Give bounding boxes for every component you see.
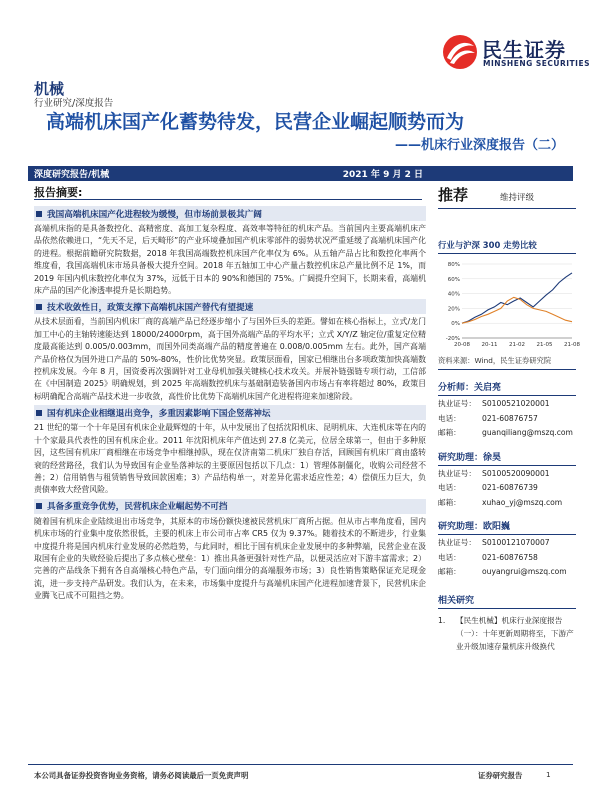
logo-text-en: MINSHENG SECURITIES xyxy=(483,59,590,68)
analyst-email: 邮箱： ouyangrui@mszq.com xyxy=(438,567,567,576)
related-research-item[interactable] xyxy=(438,614,576,653)
section-heading xyxy=(34,499,426,514)
chart-x-tick-label: 21-02 xyxy=(509,342,525,348)
logo-text-cn: 民生证券 xyxy=(482,38,566,62)
chart-x-tick-label: 21-08 xyxy=(564,342,580,348)
chart-source: 资料来源：Wind，民生证券研究院 xyxy=(438,356,576,370)
chart-x-tick-label: 20-08 xyxy=(454,342,470,348)
summary-section xyxy=(34,206,426,297)
section-heading-text: 国有机床企业相继退出竞争，多重因素影响下国企竖落神坛 xyxy=(47,408,271,419)
analyst-email: 邮箱： xuhao_yj@mszq.com xyxy=(438,497,563,507)
summary-section xyxy=(34,499,426,603)
analyst-email: 邮箱： guanqiliang@mszq.com xyxy=(438,428,573,437)
logo-mark-icon xyxy=(442,34,478,70)
summary-body xyxy=(34,206,426,605)
page-number: 1 xyxy=(546,770,551,779)
rating-label: 推荐 xyxy=(438,186,469,204)
analyst-heading: 研究助理：欧阳巍 xyxy=(438,519,576,535)
section-heading xyxy=(34,206,426,221)
footer-label: 证券研究报告 xyxy=(478,771,523,780)
analyst-cert: 执业证号： S0100520090001 xyxy=(438,468,550,478)
analyst-cert: 执业证号： S0100121070007 xyxy=(438,538,550,547)
section-paragraph: 21 世纪的第一个十年是国有机床企业最辉煌的十年，从中发展出了包括沈阳机床、昆明机床、大连机床等在内的十个家最具代表性的国有机床企业。2011 年沈阳机床年产值达到 27.8 亿美元，位居全球第一，但由于多种原因，这些国有机床厂商相继在市场竞争中相继掉队，现在仅济南第二机床厂独自存活，回顾国有机床厂商由盛转衰的经营路径，我们认为导致国有企业坠落神坛的主要原因包括以下几点：1）管理体制僵化，收购公司经营不善；2）信用销售与租赁销售导致回款困难；3）产品结构单一，对差异化需求适应性差；4）偿债压力巨大，负责债率致大经营风险。 xyxy=(34,423,426,495)
section-paragraph: 从技术层面看，当前国内机床厂商的高端产品已经逐步缩小了与国外巨头的差距。譬如在核心指标上，立式/龙门加工中心的主轴转速能达到 18000/24000rpm，高于国外高端产品的平均水平；立式 X/Y/Z 轴定位/重复定位精度最高能达到 0.005/0.003mm，而国外同类高端产品的精度普遍在 0.008/0.005mm 左右。此外，国产高端产品价格仅为国外进口产品的 50%-80%，性价比优势突显。政策层面看，国家已相继出台多项政策加快高端数控机床发展。今年 8 月，国资委再次强调针对工业母机加强关键核心技术攻关。并展补链强链专项行动，工信部在《中国制造 2025》明确规划，到 2025 年高端数控机床与基础制造装备国内市场占有率将超过 80%，政策目标明确配合高端产品技术进一步收敛，高性价比优势下高端机床国产化进程将迎来加速阶段。 xyxy=(34,317,426,401)
summary-heading: 报告摘要: xyxy=(34,186,83,199)
footer-disclaimer: 本公司具备证券投资咨询业务资格，请务必阅读最后一页免责声明 xyxy=(34,771,249,780)
top-bar xyxy=(28,166,573,181)
section-paragraph: 随着国有机床企业陆续退出市场竞争，其原本的市场份额快速被民营机床厂商所占据。但从市占率角度看，国内机床市场的行业集中度依然很低，主要的机床上市公司市占率 CR5 仅为 9.37%。随着技术的不断进步，行业集中度提升将是国内机床行业发展的必然趋势，与此同时，相比于国有机床企业发展中的多种弊端，民营企业在汲取国有企业的失败经验后提出了多点核心壁垒：1）推出具备更强针对性产品，以便灵活应对下游丰富需求；2）完善的产品线条下拥有各自高端核心特色产品，专门面向细分的高端服务市场；3）良性销售策略保证充足现金流，进一步支持产品研发。我们认为，在未来，市场集中度提升与高端机床国产化进程加速背景下，民营机床企业腾飞已成不可阻挡之势。 xyxy=(34,516,426,601)
report-subtitle: ——机床行业深度报告（二） xyxy=(394,138,564,153)
bullet-square-icon xyxy=(36,304,42,310)
analyst-cert: 执业证号： S0100521020001 xyxy=(438,399,550,408)
report-date: 2021 年 9 月 2 日 xyxy=(342,170,423,180)
chart-y-tick-label: -20% xyxy=(445,336,460,342)
chart-title: 行业与沪深 300 走势比较 xyxy=(438,239,576,254)
analyst-phone: 电话： 021-60876757 xyxy=(438,413,538,423)
related-item-number: 1. xyxy=(438,615,446,625)
rating-status: 维持评级 xyxy=(500,193,535,203)
analyst-heading: 研究助理：徐昊 xyxy=(438,450,576,466)
report-title: 高端机床国产化蓄势待发，民营企业崛起顺势而为 xyxy=(46,111,465,133)
footer-divider xyxy=(28,764,573,765)
section-heading-text: 具备多重竞争优势，民营机床企业崛起势不可挡 xyxy=(47,502,228,513)
sidebar xyxy=(438,184,580,653)
bullet-square-icon xyxy=(36,503,42,509)
related-research-heading: 相关研究 xyxy=(438,593,576,609)
chart-x-tick-label: 20-11 xyxy=(481,342,498,348)
bullet-square-icon xyxy=(36,410,42,416)
summary-divider xyxy=(34,199,422,200)
topbar-label: 深度研究报告/机械 xyxy=(34,170,110,180)
analyst-phone: 电话： 021-60876758 xyxy=(438,552,538,562)
section-heading xyxy=(34,405,426,420)
section-heading xyxy=(34,299,426,314)
analyst-phone: 电话： 021-60876739 xyxy=(438,483,538,492)
summary-section xyxy=(34,299,426,403)
rating-block xyxy=(438,184,576,209)
trend-chart xyxy=(438,258,580,354)
report-category: 行业研究/深度报告 xyxy=(34,98,114,109)
section-heading-text: 技术收敛性日，政策支撑下高端机床国产替代有望提速 xyxy=(47,302,254,313)
chart-x-tick-label: 21-05 xyxy=(536,342,553,348)
company-logo xyxy=(442,32,592,72)
summary-section xyxy=(34,405,426,496)
chart-y-tick-label: 60% xyxy=(447,276,460,283)
chart-series-line xyxy=(462,297,572,323)
related-item-text[interactable]: 【民生机械】机床行业深度报告（一）：十年更新周期将至，下游产业升级加速存量机床升级换代 xyxy=(456,615,574,651)
chart-y-tick-label: 40% xyxy=(447,291,460,298)
section-heading-text: 我国高端机床国产化进程较为缓慢，但市场前景极其广阔 xyxy=(47,209,262,220)
section-paragraph: 高端机床指的是具备数控化、高精密度、高加工复杂程度、高效率等特征的机床产品。当前国内主要高端机床产品依然依赖进口，“先天不足，后天畸形”的产业环境叠加国产机床零部件的弱势状况严重延缓了高端机床国产化的进程。根据前瞻研究院数据，2018 年我国高端数控机床国产化率仅为 6%。从五轴产品占比和数控化率两个维度看，我国高端机床市场具备极大提升空间。2018 年五轴加工中心产量占数控机床总产量比例不足 1%，而 2019 年国内机床数控化率仅为 37%，远低于日本的 90%和德国的 75%。广阔提升空间下，长期来看，高端机床产品的国产化渗透率提升是长期趋势。 xyxy=(34,224,426,296)
chart-y-tick-label: 20% xyxy=(447,306,460,313)
chart-y-tick-label: 80% xyxy=(447,262,460,268)
analyst-heading: 分析师：关启亮 xyxy=(438,380,576,396)
industry-label: 机械 xyxy=(34,80,65,98)
chart-y-tick-label: 0% xyxy=(451,321,460,328)
bullet-square-icon xyxy=(36,211,42,217)
